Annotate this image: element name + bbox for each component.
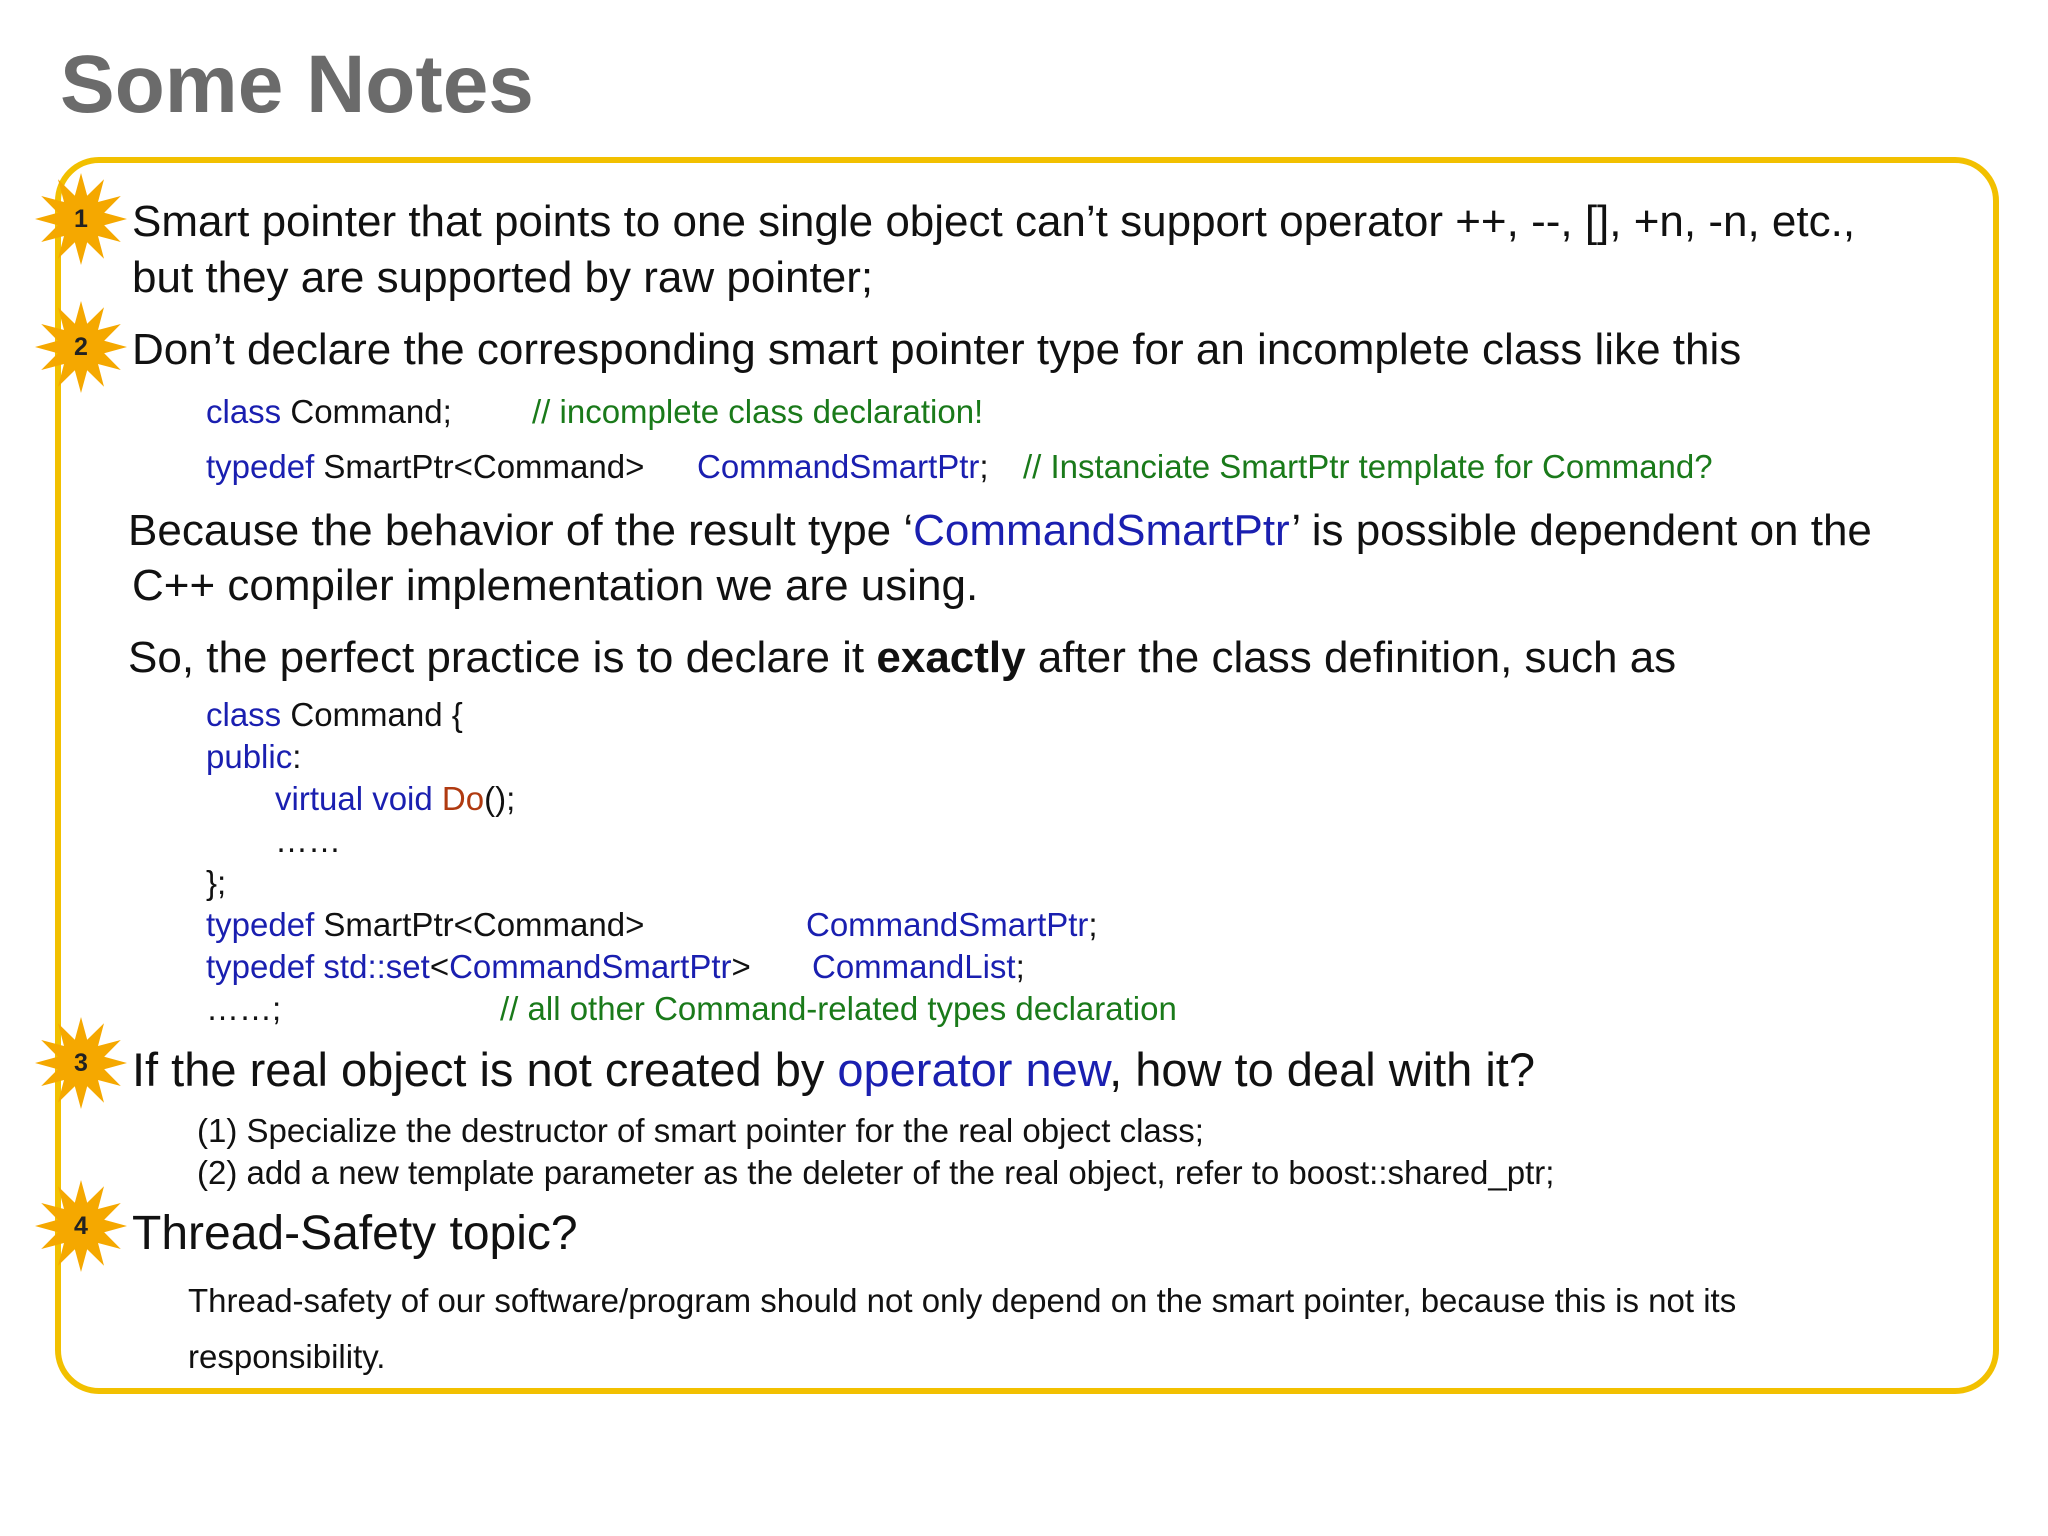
note4-line-1: Thread-safety of our software/program should not only depend on the smart pointer, because this is not its: [188, 1282, 1737, 1319]
code-block-line-6-type: CommandSmartPtr;: [806, 906, 1098, 943]
code-comment-incomplete: // incomplete class declaration!: [532, 393, 984, 430]
note3-item-2: (2) add a new template parameter as the deleter of the real object, refer to boost::shared_ptr;: [197, 1154, 1555, 1191]
code-block-line-5: };: [206, 864, 227, 901]
code-block-line-7: typedef std::set<CommandSmartPtr>: [206, 948, 751, 985]
note3-heading: If the real object is not created by operator new, how to deal with it?: [132, 1043, 1535, 1096]
note2-heading: Don’t declare the corresponding smart pointer type for an incomplete class like this: [132, 325, 1742, 374]
code-comment-other-types: // all other Command-related types declaration: [500, 990, 1177, 1027]
page-title: Some Notes: [60, 39, 534, 130]
code-block-line-1: class Command {: [206, 696, 463, 733]
note4-line-2: responsibility.: [188, 1338, 386, 1375]
note1-line2: but they are supported by raw pointer;: [132, 253, 874, 302]
badge-4: 4: [33, 1178, 129, 1274]
code-block-line-6: typedef SmartPtr<Command>: [206, 906, 645, 943]
code-block-line-2: public:: [206, 738, 302, 775]
because-line2: C++ compiler implementation we are using.: [132, 561, 979, 610]
badge-1: 1: [33, 171, 129, 267]
so-line: So, the perfect practice is to declare it exactly after the class definition, such as: [128, 633, 1677, 682]
note1-line1: Smart pointer that points to one single object can’t support operator ++, --, [], +n, -n, etc.,: [132, 197, 1856, 246]
code-line-incomplete-class: class Command;: [206, 393, 452, 430]
code-block-line-7-type: CommandList;: [812, 948, 1025, 985]
code-block-line-4: ……: [275, 822, 341, 859]
code-block-line-3: virtual void Do();: [275, 780, 516, 817]
code-comment-instanciate: // Instanciate SmartPtr template for Command?: [1023, 448, 1713, 485]
badge-2: 2: [33, 299, 129, 395]
code-line-typedef-1-type: CommandSmartPtr;: [697, 448, 989, 485]
badge-3: 3: [33, 1015, 129, 1111]
note3-item-1: (1) Specialize the destructor of smart pointer for the real object class;: [197, 1112, 1204, 1149]
note4-heading: Thread-Safety topic?: [132, 1207, 578, 1260]
code-block-line-8: ……;: [206, 990, 282, 1027]
code-line-typedef-1: typedef SmartPtr<Command>: [206, 448, 645, 485]
because-line1: Because the behavior of the result type ‘CommandSmartPtr’ is possible dependent on the: [128, 506, 1872, 555]
